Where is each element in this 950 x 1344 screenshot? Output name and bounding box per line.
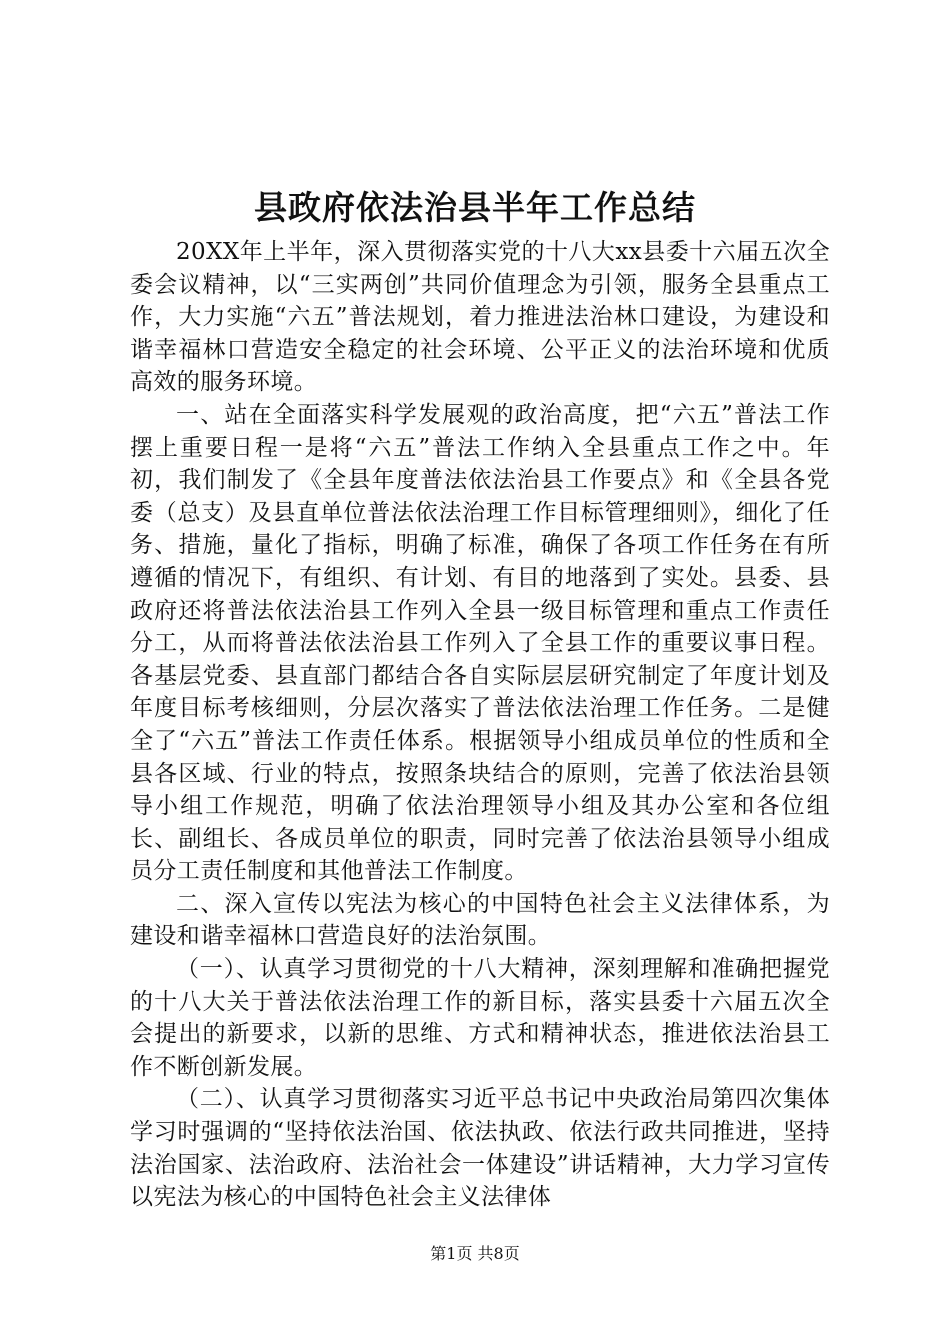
document-body: [130, 236, 830, 1214]
page-number: 第1页 共8页: [430, 1244, 520, 1263]
paragraph-subsection-2: （二）、认真学习贯彻落实习近平总书记中央政治局第四次集体学习时强调的“坚持依法治国、依法执政、依法行政共同推进，坚持法治国家、法治政府、法治社会一体建设”讲话精神，大力学习宣传以宪法为核心的中国特色社会主义法律体: [130, 1086, 830, 1211]
paragraph-section-2: 二、深入宣传以宪法为核心的中国特色社会主义法律体系，为建设和谐幸福林口营造良好的法治氛围。: [130, 890, 830, 950]
paragraph-subsection-1: （一）、认真学习贯彻党的十八大精神，深刻理解和准确把握党的十八大关于普法依法治理工作的新目标，落实县委十六届五次全会提出的新要求，以新的思维、方式和精神状态，推进依法治县工作不断创新发展。: [130, 956, 830, 1080]
paragraph-section-1: 一、站在全面落实科学发展观的政治高度，把“六五”普法工作摆上重要日程一是将“六五”普法工作纳入全县重点工作之中。年初，我们制发了《全县年度普法依法治县工作要点》和《全县各党委（总支）及县直单位普法依法治理工作目标管理细则》，细化了任务、措施，量化了指标，明确了标准，确保了各项工作任务在有所遵循的情况下，有组织、有计划、有目的地落到了实处。县委、县政府还将普法依法治县工作列入全县一级目标管理和重点工作责任分工，从而将普法依法治县工作列入了全县工作的重要议事日程。各基层党委、县直部门都结合各自实际层层研究制定了年度计划及年度目标考核细则，分层次落实了普法依法治理工作任务。二是健全了“六五”普法工作责任体系。根据领导小组成员单位的性质和全县各区域、行业的特点，按照条块结合的原则，完善了依法治县领导小组工作规范，明确了依法治理领导小组及其办公室和各位组长、副组长、各成员单位的职责，同时完善了依法治县领导小组成员分工责任制度和其他普法工作制度。: [130, 401, 830, 885]
document-title: 县政府依法治县半年工作总结: [254, 188, 696, 227]
paragraph-intro: 20XX年上半年，深入贯彻落实党的十八大xx县委十六届五次全委会议精神，以“三实两创”共同价值理念为引领，服务全县重点工作，大力实施“六五”普法规划，着力推进法治林口建设，为建设和谐幸福林口营造安全稳定的社会环境、公平正义的法治环境和优质高效的服务环境。: [130, 239, 830, 396]
